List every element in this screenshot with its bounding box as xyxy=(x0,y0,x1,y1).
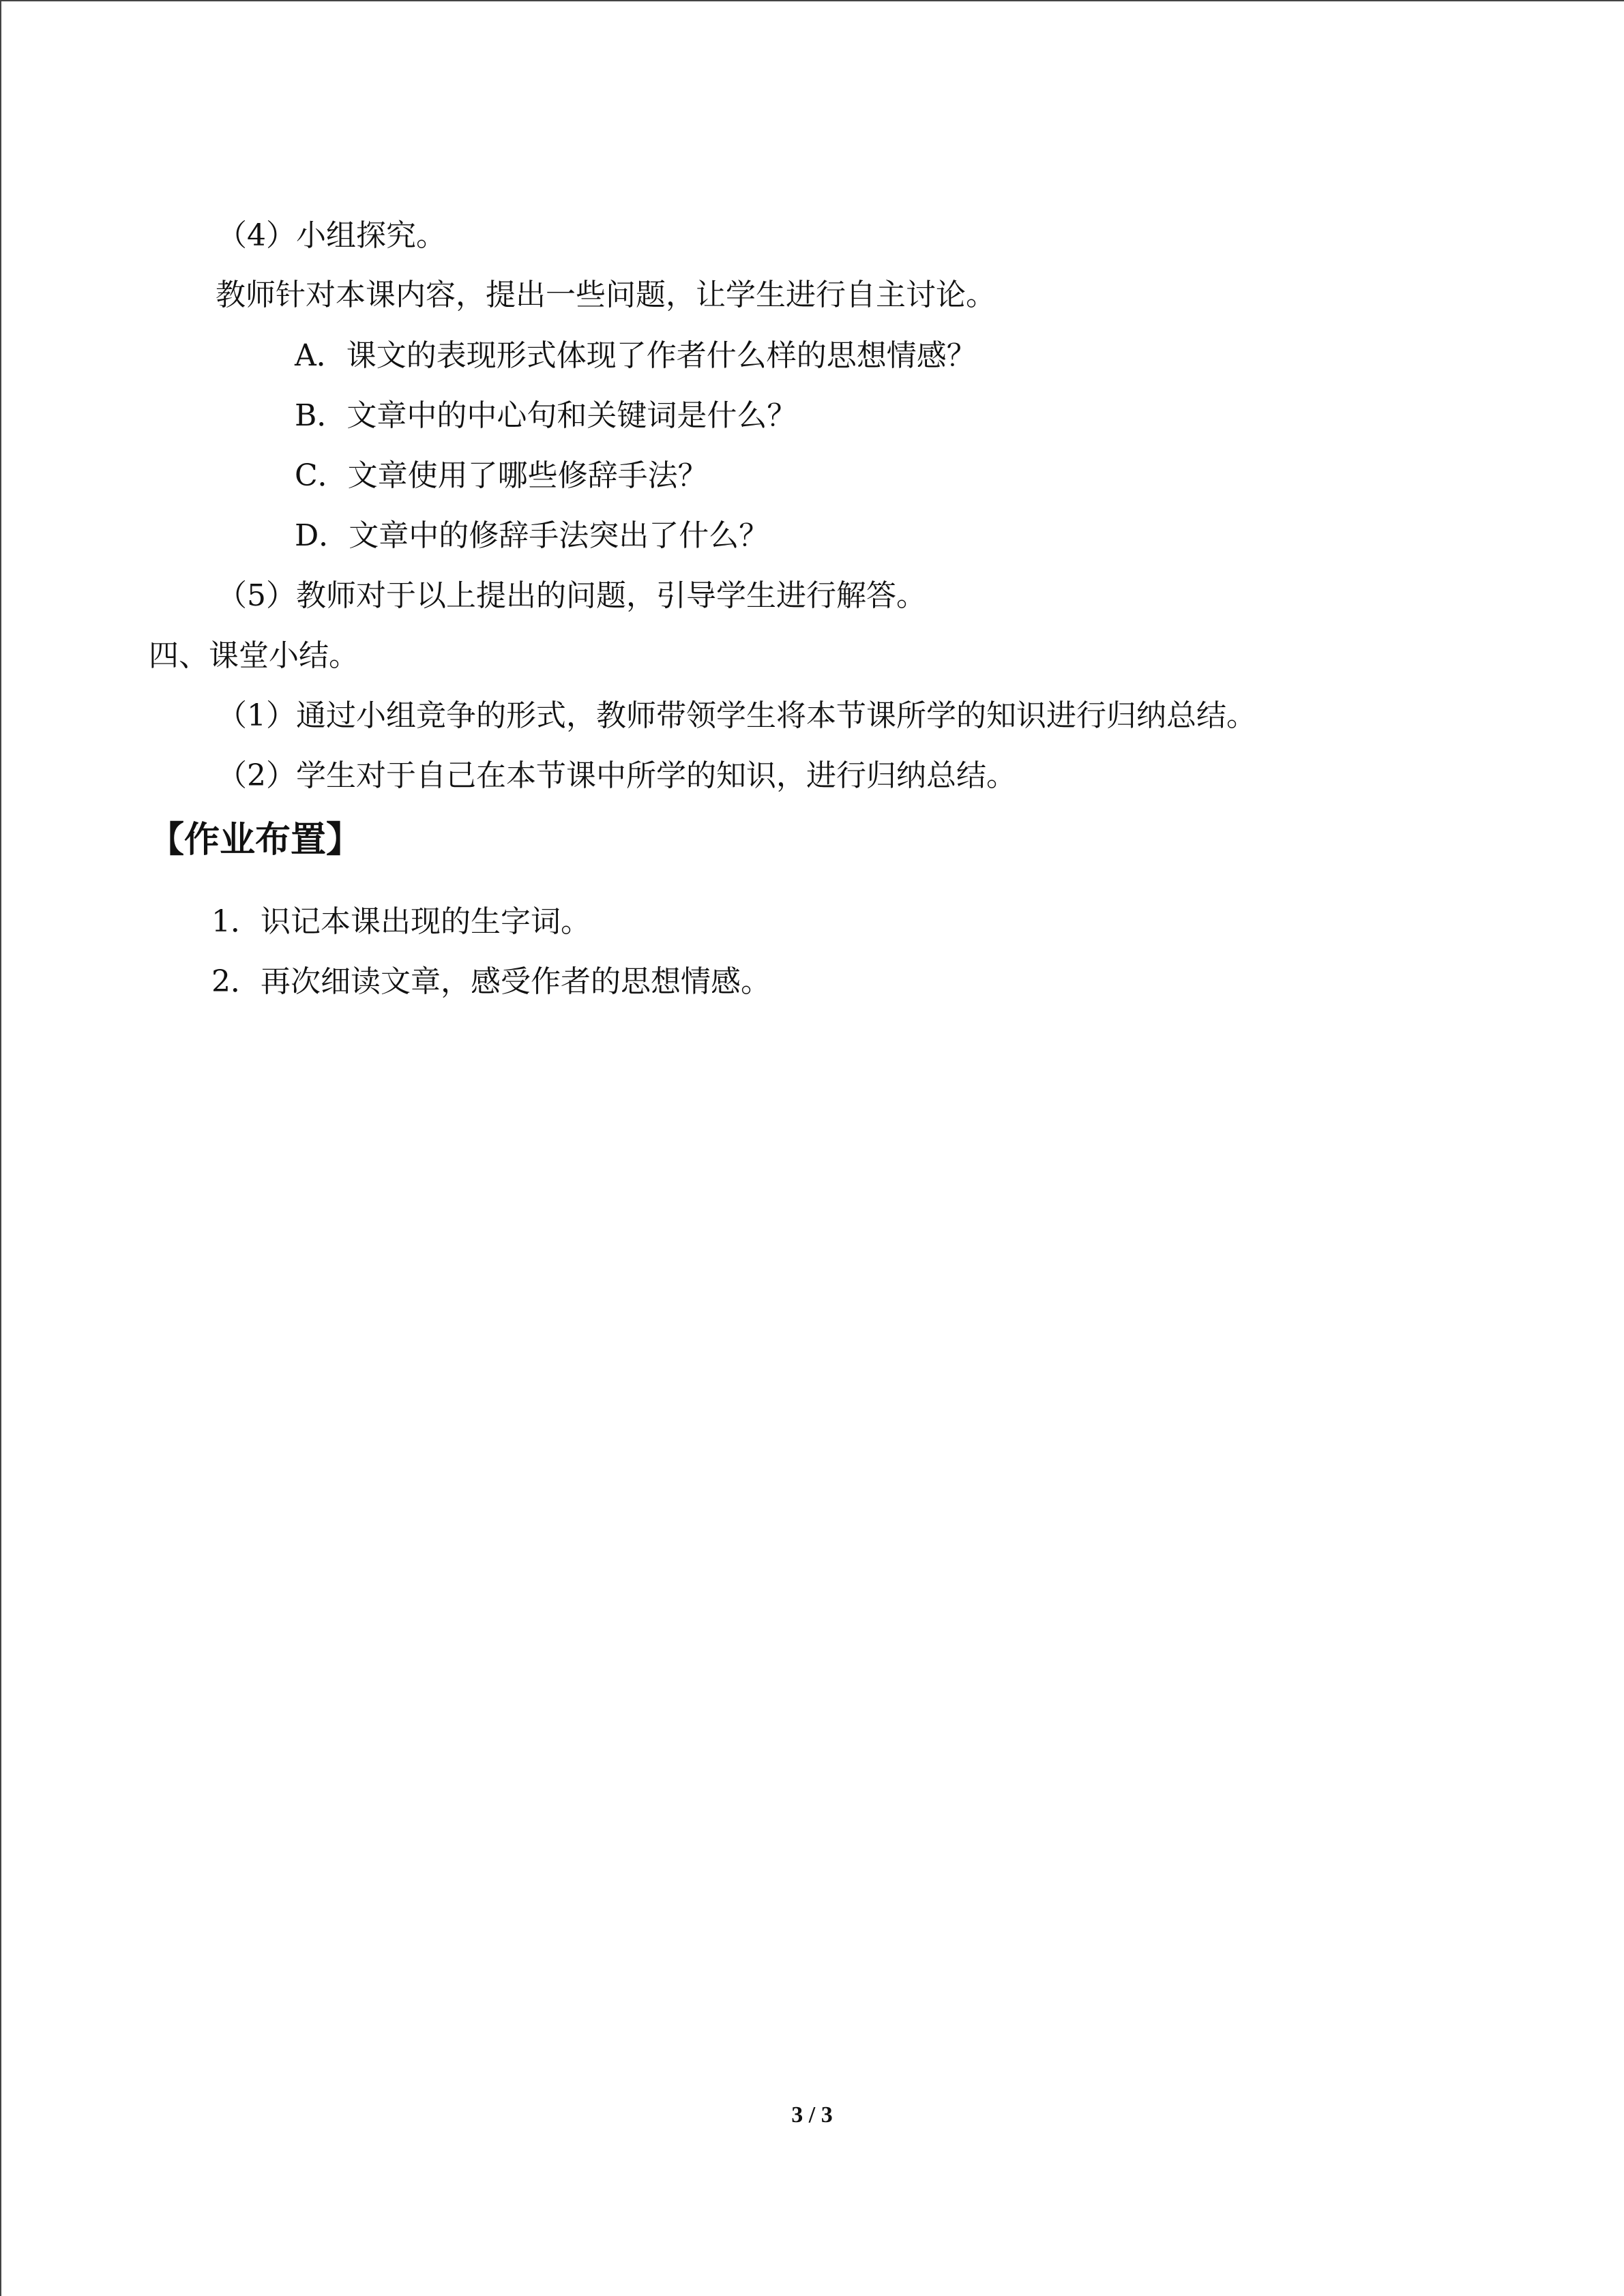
summary-item-1: （1）通过小组竞争的形式，教师带领学生将本节课所学的知识进行归纳总结。 xyxy=(217,698,1256,733)
paragraph-teacher-guidance: （5）教师对于以上提出的问题，引导学生进行解答。 xyxy=(217,578,926,613)
paragraph-group-inquiry: （4）小组探究。 xyxy=(217,218,446,253)
page-number: 3 / 3 xyxy=(791,2102,833,2128)
question-d: D．文章中的修辞手法突出了什么？ xyxy=(295,518,769,553)
summary-item-2: （2）学生对于自己在本节课中所学的知识，进行归纳总结。 xyxy=(217,758,1016,793)
paragraph-teacher-questions: 教师针对本课内容，提出一些问题，让学生进行自主讨论。 xyxy=(216,278,996,312)
question-a: A．课文的表现形式体现了作者什么样的思想情感？ xyxy=(295,338,977,373)
question-b: B．文章中的中心句和关键词是什么？ xyxy=(295,398,797,433)
homework-item-1: 1．识记本课出现的生字词。 xyxy=(211,904,591,939)
homework-heading: 【作业布置】 xyxy=(149,820,362,861)
question-c: C．文章使用了哪些修辞手法？ xyxy=(295,458,708,493)
homework-item-2: 2．再次细读文章，感受作者的思想情感。 xyxy=(211,964,771,999)
section-heading-summary: 四、课堂小结。 xyxy=(149,638,359,673)
